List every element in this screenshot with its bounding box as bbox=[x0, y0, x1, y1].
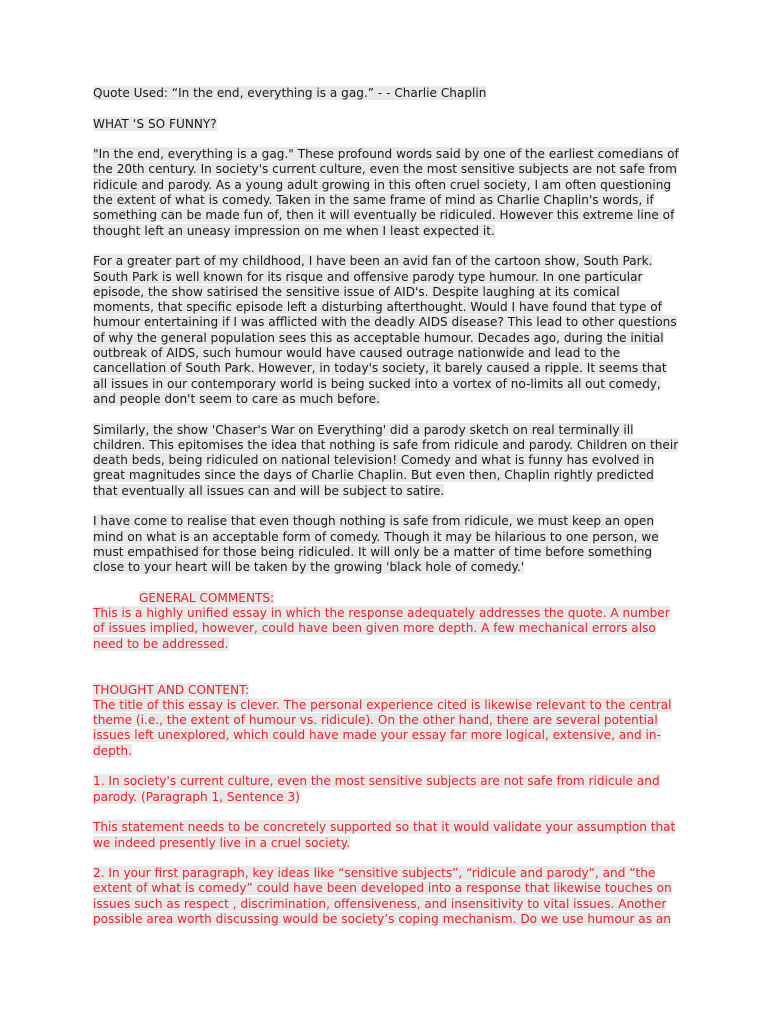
essay-paragraph-3 bbox=[93, 423, 679, 499]
essay-paragraph-1 bbox=[93, 147, 679, 239]
comment-point-1-feedback bbox=[93, 820, 679, 851]
essay-paragraph-text: For a greater part of my childhood, I have been an avid fan of the cartoon show, South Park. South Park is well known for its risque and offensive parody type humour. In one particular episode, the show satirised the sensitive issue of AID's. Despite laughing at its comical moments, that specific episode left a disturbing afterthought. Would I have found that type of humour entertaining if I was afflicted with the deadly AIDS disease? This lead to other questions of why the general population sees this as acceptable humour. Decades ago, during the initial outbreak of AIDS, such humour would have caused outrage nationwide and lead to the cancellation of South Park. However, in today's society, it barely caused a ripple. It seems that all issues in our contemporary world is being sucked into a vortex of no-limits all out comedy, and people don't seem to care as much before. bbox=[93, 254, 677, 406]
general-comments-text: This is a highly unified essay in which the response adequately addresses the quote. A number of issues implied, however, could have been given more depth. A few mechanical errors also need to be addressed. bbox=[93, 606, 670, 651]
comment-point-2 bbox=[93, 866, 679, 927]
essay-paragraph-4 bbox=[93, 514, 679, 575]
general-comments-body bbox=[93, 606, 679, 652]
essay-paragraph-2 bbox=[93, 254, 679, 407]
comment-point-1-text: 1. In society's current culture, even the most sensitive subjects are not safe from ridicule and parody. (Paragraph 1, Sentence 3) bbox=[93, 774, 660, 804]
document-page bbox=[93, 86, 679, 943]
essay-paragraph-text: Similarly, the show 'Chaser's War on Everything' did a parody sketch on real terminally ill children. This epitomises the idea that nothing is safe from ridicule and parody. Children on their death beds, being ridiculed on national television! Comedy and what is funny has evolved in great magnitudes since the days of Charlie Chaplin. But even then, Chaplin rightly predicted that eventually all issues can and will be subject to satire. bbox=[93, 422, 679, 498]
quote-line-text: Quote Used: “In the end, everything is a gag.” - - Charlie Chaplin bbox=[93, 86, 487, 100]
thought-content-heading-row bbox=[93, 683, 679, 698]
essay-title bbox=[93, 117, 679, 132]
essay-paragraph-text: I have come to realise that even though nothing is safe from ridicule, we must keep an open mind on what is an acceptable form of comedy. Though it may be hilarious to one person, we must empathised for those being ridiculed. It will only be a matter of time before something close to your heart will be taken by the growing 'black hole of comedy.' bbox=[93, 514, 659, 575]
comment-point-1 bbox=[93, 774, 679, 805]
general-comments-heading-row bbox=[93, 591, 679, 606]
quote-line bbox=[93, 86, 679, 101]
thought-content-heading: THOUGHT AND CONTENT: bbox=[93, 682, 250, 697]
essay-paragraph-text: "In the end, everything is a gag." These profound words said by one of the earliest comedians of the 20th century. In society's current culture, even the most sensitive subjects are not safe from ridicule and parody. As a young adult growing in this often cruel society, I am often questioning the extent of what is comedy. Taken in the same frame of mind as Charlie Chaplin's words, if something can be made fun of, then it will eventually be ridiculed. However this extreme line of thought left an uneasy impression on me when I least expected it. bbox=[93, 147, 679, 238]
thought-content-section bbox=[93, 683, 679, 928]
general-comments-heading: GENERAL COMMENTS: bbox=[139, 590, 275, 605]
comment-point-1-feedback-text: This statement needs to be concretely supported so that it would validate your assumption that we indeed presently live in a cruel society. bbox=[93, 820, 676, 850]
thought-content-text: The title of this essay is clever. The personal experience cited is likewise relevant to the central theme (i.e., the extent of humour vs. ridicule). On the other hand, there are several potential issues left unexplored, which could have made your essay far more logical, extensive, and in-depth. bbox=[93, 697, 672, 758]
spacer bbox=[93, 667, 679, 682]
comment-point-2-text: 2. In your first paragraph, key ideas like “sensitive subjects”, “ridicule and parody”, and “the extent of what is comedy” could have been developed into a response that likewise touches on issues such as respect , discrimination, offensiveness, and insensitivity to vital issues. Another possible area worth discussing would be society’s coping mechanism. Do we use humour as an bbox=[93, 866, 672, 927]
essay-title-text: WHAT ‘S SO FUNNY? bbox=[93, 116, 217, 131]
thought-content-body bbox=[93, 698, 679, 759]
general-comments-section bbox=[93, 591, 679, 652]
